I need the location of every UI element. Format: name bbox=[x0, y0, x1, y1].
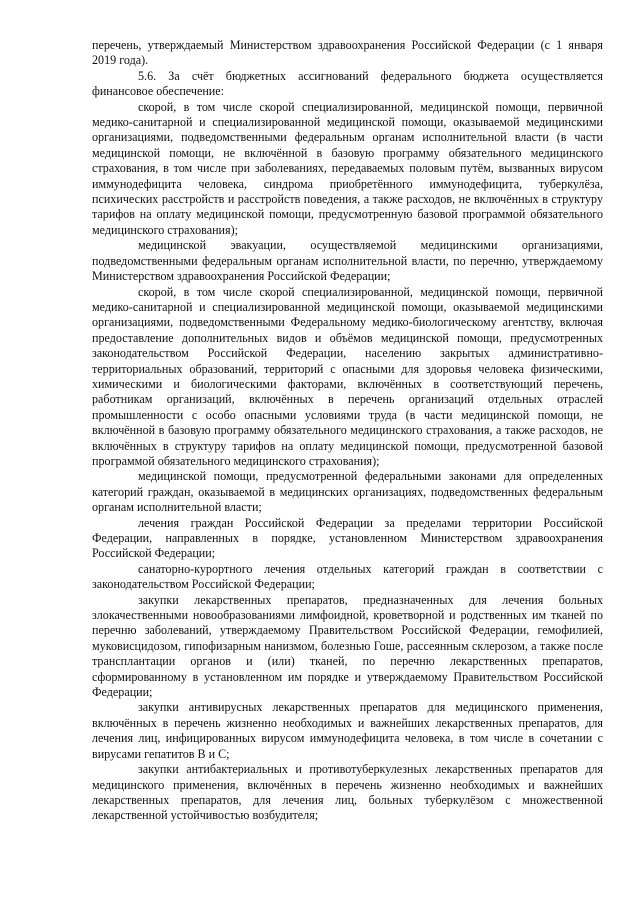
paragraph-drug-purchase-oncology: закупки лекарственных препаратов, предназначенных для лечения больных злокачественными новообразованиями лимфоидной, кроветворной и родственных им тканей по перечню заболеваний, утверждаемому Правительством Российской Федерации, гемофилией, муковисцидозом, гипофизарным нанизмом, болезнью Гоше, рассеянным склерозом, а также после трансплантации органов и (или) тканей, по перечню лекарственных препаратов, сформированному в установленном им порядке и утверждаемому Правительством Российской Федерации; bbox=[92, 592, 603, 700]
paragraph-medical-evacuation: медицинской эвакуации, осуществляемой медицинскими организациями, подведомственными федеральным органам исполнительной власти, по перечню, утверждаемому Министерством здравоохранения Российской Федерации; bbox=[92, 238, 603, 284]
paragraph-federal-law-categories: медицинской помощи, предусмотренной федеральными законами для определенных категорий граждан, оказываемой в медицинских организациях, подведомственных федеральным органам исполнительной власти; bbox=[92, 469, 603, 515]
paragraph-list-reference: перечень, утверждаемый Министерством здравоохранения Российской Федерации (с 1 января 2019 года). bbox=[92, 38, 603, 68]
paragraph-emergency-care-federal: скорой, в том числе скорой специализированной, медицинской помощи, первичной медико-санитарной и специализированной медицинской помощи, оказываемой медицинскими организациями, подведомственными федеральным органам исполнительной власти (в части медицинской помощи, не включённой в базовую программу обязательного медицинского страхования, в том числе при заболеваниях, передаваемых половым путём, вызванных вирусом иммунодефицита человека, синдрома приобретённого иммунодефицита, туберкулёза, психических расстройств и расстройств поведения, а также расходов, не включённых в структуру тарифов на оплату медицинской помощи, предусмотренную базовой программой обязательного медицинского страхования); bbox=[92, 99, 603, 237]
paragraph-section-5-6: 5.6. За счёт бюджетных ассигнований федерального бюджета осуществляется финансовое обеспечение: bbox=[92, 68, 603, 99]
paragraph-treatment-abroad: лечения граждан Российской Федерации за пределами территории Российской Федерации, направленных в порядке, установленном Министерством здравоохранения Российской Федерации; bbox=[92, 515, 603, 561]
paragraph-sanatorium-treatment: санаторно-курортного лечения отдельных категорий граждан в соответствии с законодательством Российской Федерации; bbox=[92, 561, 603, 592]
document-page bbox=[92, 38, 603, 824]
paragraph-fmba-care: скорой, в том числе скорой специализированной, медицинской помощи, первичной медико-санитарной и специализированной медицинской помощи, оказываемой медицинскими организациями, подведомственными Федеральному медико-биологическому агентству, включая предоставление дополнительных видов и объёмов медицинской помощи, предусмотренных законодательством Российской Федерации, населению закрытых административно-территориальных образований, территорий с опасными для здоровья человека физическими, химическими и биологическими факторами, включённых в соответствующий перечень, работникам организаций, включённых в перечень организаций отдельных отраслей промышленности с особо опасными условиями труда (в части медицинской помощи, не включённой в базовую программу обязательного медицинского страхования, а также расходов, не включённых в структуру тарифов на оплату медицинской помощи, предусмотренной базовой программой обязательного медицинского страхования); bbox=[92, 284, 603, 468]
paragraph-drug-purchase-antiviral: закупки антивирусных лекарственных препаратов для медицинского применения, включённых в перечень жизненно необходимых и важнейших лекарственных препаратов, для лечения лиц, инфицированных вирусом иммунодефицита человека, в том числе в сочетании с вирусами гепатитов B и C; bbox=[92, 700, 603, 761]
paragraph-drug-purchase-tuberculosis: закупки антибактериальных и противотуберкулезных лекарственных препаратов для медицинского применения, включённых в перечень жизненно необходимых и важнейших лекарственных препаратов, для лечения лиц, больных туберкулёзом с множественной лекарственной устойчивостью возбудителя; bbox=[92, 762, 603, 823]
